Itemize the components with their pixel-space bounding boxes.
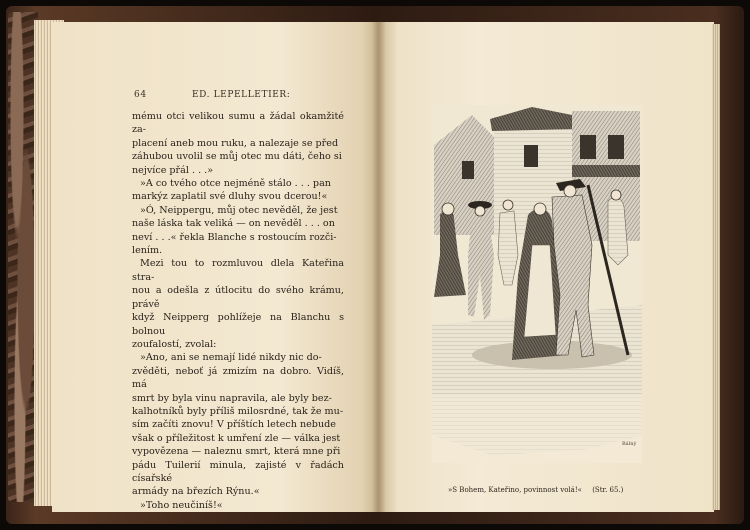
- text-line: »Toho neučiníš!«: [140, 499, 223, 511]
- figure-head: [534, 203, 546, 215]
- text-line: mému otci velikou sumu a žádal okamžité za-: [132, 111, 344, 136]
- vignette: [432, 395, 642, 463]
- text-line: naše láska tak veliká — on nevěděl . . . on: [132, 218, 335, 230]
- text-line: vypovězena — naleznu smrt, která mne při: [132, 446, 341, 458]
- text-line: nejvíce přál . . .»: [132, 164, 214, 176]
- text-line: »Ó, Neippergu, můj otec nevěděl, že jest: [140, 204, 338, 216]
- figure-head: [611, 190, 621, 200]
- window: [524, 145, 538, 167]
- text-line: »Ano, ani se nemají lidé nikdy nic do-: [140, 352, 322, 364]
- text-line: lením.: [132, 245, 163, 257]
- page-edges-right: [712, 24, 720, 510]
- text-line: však o příležitost k umření zle — válka jest: [132, 432, 341, 444]
- text-line: sím začíti znovu! V příštích letech nebude: [132, 419, 336, 431]
- illustration-caption: [448, 486, 638, 494]
- text-line: když Neipperg pohlížeje na Blanchu s bolnou: [132, 312, 344, 337]
- book-gutter: [372, 22, 386, 512]
- text-line: záhubou uvolil se můj otec mu dáti, čeho si: [132, 151, 342, 163]
- window: [462, 161, 474, 179]
- text-line: pádu Tuilerií minula, zajisté v řadách císařské: [132, 459, 344, 484]
- figure-head: [442, 203, 454, 215]
- caption-page-reference: (Str. 65.): [592, 486, 624, 494]
- window: [580, 135, 596, 159]
- running-head-title: ED. LEPELLETIER:: [192, 90, 291, 100]
- text-line: neví . . .« řekla Blanche s rostoucím rozči-: [132, 231, 337, 243]
- text-line: zvěděti, neboť já zmizím na dobro. Vidíš, má: [132, 365, 344, 391]
- text-line: zoufalostí, zvolal:: [132, 338, 217, 350]
- text-line: kalhotníků byly příliš milosrdné, tak že mu-: [132, 405, 344, 417]
- figure-head: [564, 185, 576, 197]
- shop-awning: [572, 165, 640, 177]
- caption-text: »S Bohem, Kateřino, povinnost volá!«: [448, 486, 582, 494]
- text-line: armády na březích Rýnu.«: [132, 486, 260, 498]
- window: [608, 135, 624, 159]
- artist-signature: Bálný: [622, 441, 637, 447]
- text-line: »A co tvého otce nejméně stálo . . . pan: [140, 178, 331, 190]
- text-line: nou a odešla z útlocitu do svého krámu, právě: [132, 285, 344, 310]
- figure-head: [475, 206, 485, 216]
- page-number: 64: [134, 90, 147, 100]
- text-line: markýz zaplatil své dluhy svou dcerou!«: [132, 191, 328, 203]
- engraving-illustration: [432, 105, 642, 463]
- text-line: smrt by byla vinu napravila, ale byly bez-: [132, 392, 332, 404]
- text-line: placení aneb mou ruku, a nalezaje se před: [132, 137, 339, 149]
- body-text: [132, 110, 344, 512]
- figure-head: [503, 200, 513, 210]
- text-line: Mezi tou to rozmluvou dlela Kateřina stra-: [132, 258, 344, 283]
